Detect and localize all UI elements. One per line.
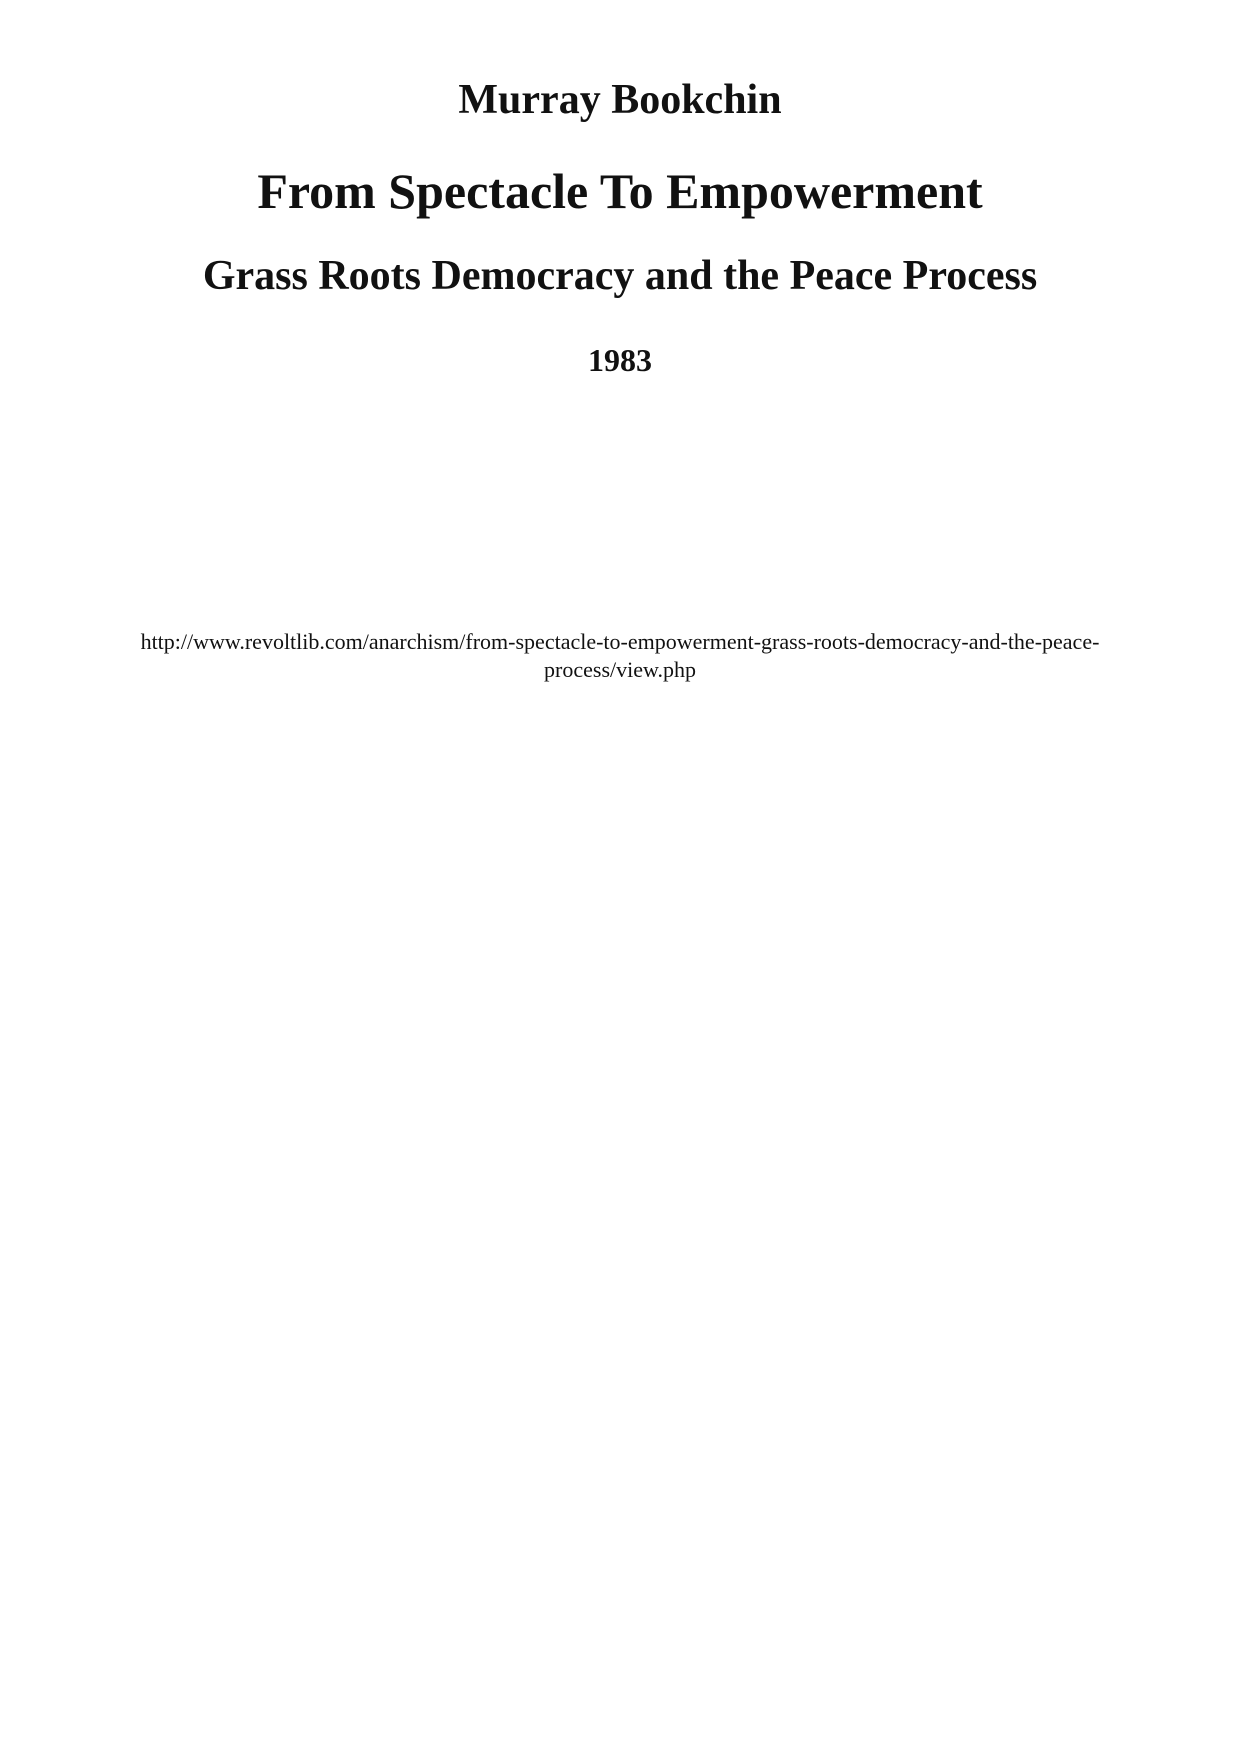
source-url-line-2: process/view.php [544,657,696,682]
author-name: Murray Bookchin [458,77,782,123]
source-url[interactable] [60,628,1180,684]
document-subtitle: Grass Roots Democracy and the Peace Process [202,253,1038,299]
publication-year: 1983 [588,342,652,378]
document-title: From Spectacle To Empowerment [257,163,983,219]
source-url-line-1: http://www.revoltlib.com/anarchism/from-spectacle-to-empowerment-grass-roots-democracy-and-the-peace- [140,629,1100,654]
